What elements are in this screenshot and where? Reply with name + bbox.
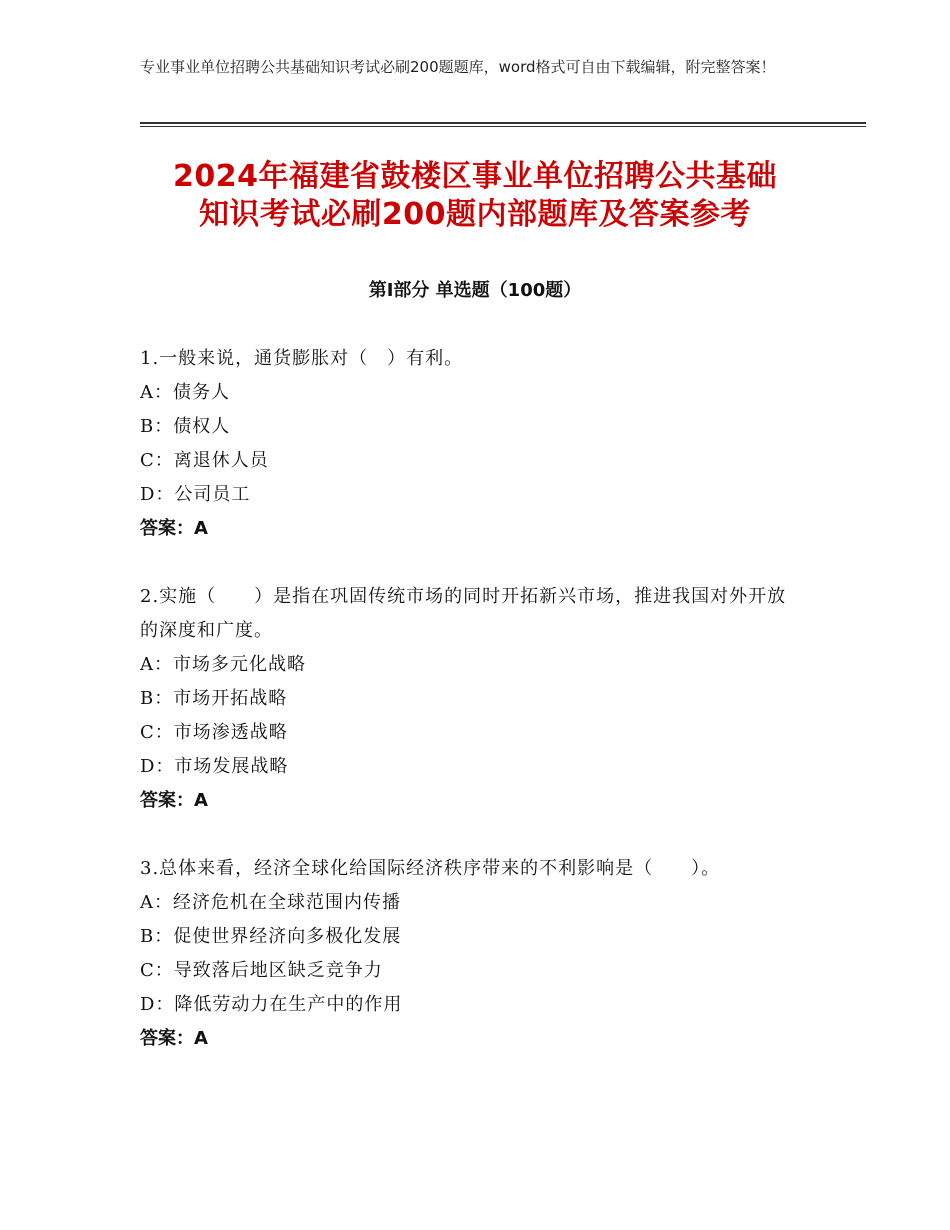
option-b: B：市场开拓战略: [140, 688, 288, 709]
answer-label: 答案：: [140, 790, 194, 811]
option-c: C：市场渗透战略: [140, 722, 288, 743]
question-stem: 1.一般来说，通货膨胀对（ ）有利。: [140, 348, 464, 369]
answer-label: 答案：: [140, 1028, 194, 1049]
answer-value: A: [194, 1028, 208, 1049]
answer-line: [140, 784, 800, 818]
answer-line: [140, 1022, 800, 1056]
option-d: D：降低劳动力在生产中的作用: [140, 994, 403, 1015]
option-c: C：离退休人员: [140, 450, 269, 471]
option-d: D：市场发展战略: [140, 756, 289, 777]
option-a: A：市场多元化战略: [140, 654, 306, 675]
option-a: A：经济危机在全球范围内传播: [140, 892, 401, 913]
question-list: [140, 342, 800, 1090]
answer-value: A: [194, 518, 208, 539]
question-1: [140, 342, 800, 546]
section-heading: 第Ⅰ部分 单选题（100题）: [368, 280, 582, 301]
answer-label: 答案：: [140, 518, 194, 539]
option-d: D：公司员工: [140, 484, 251, 505]
question-stem: 3.总体来看，经济全球化给国际经济秩序带来的不利影响是（ ）。: [140, 858, 721, 879]
question-3: [140, 852, 800, 1056]
title-line-1: 2024年福建省鼓楼区事业单位招聘公共基础: [173, 159, 777, 194]
option-a: A：债务人: [140, 382, 230, 403]
option-b: B：促使世界经济向多极化发展: [140, 926, 402, 947]
question-stem: 2.实施（ ）是指在巩固传统市场的同时开拓新兴市场，推进我国对外开放的深度和广度。: [140, 586, 787, 641]
option-b: B：债权人: [140, 416, 231, 437]
header-divider: [140, 122, 866, 124]
answer-value: A: [194, 790, 208, 811]
question-2: [140, 580, 800, 818]
document-title: [100, 158, 850, 234]
title-line-2: 知识考试必刷200题内部题库及答案参考: [198, 197, 752, 232]
header-divider-thin: [140, 126, 866, 127]
answer-line: [140, 512, 800, 546]
header-note: 专业事业单位招聘公共基础知识考试必刷200题题库，word格式可自由下载编辑，附完整答案！: [140, 58, 776, 76]
option-c: C：导致落后地区缺乏竞争力: [140, 960, 383, 981]
